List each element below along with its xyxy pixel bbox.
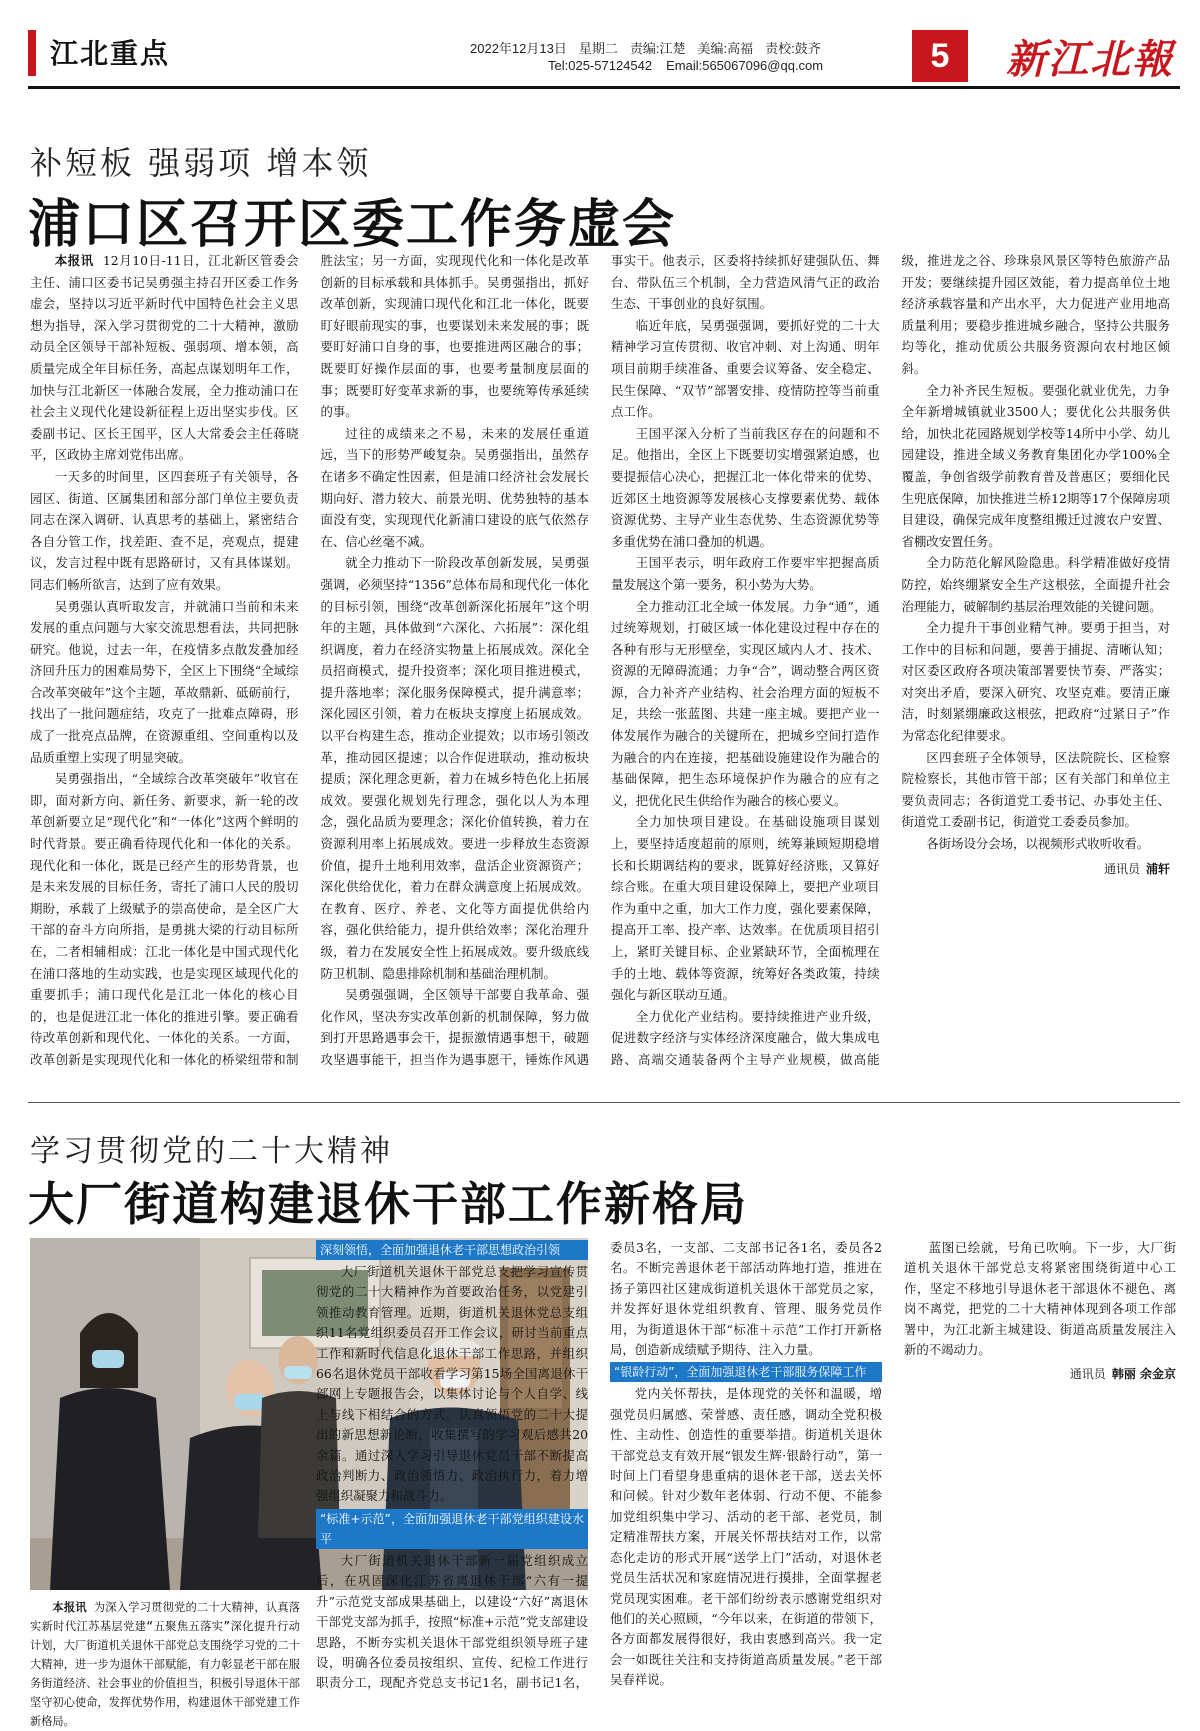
article1-paragraph: 全力补齐民生短板。要强化就业优先，力争全年新增城镇就业3500人；要优化公共服务供给，加快北花园路规划学校等14所中小学、幼儿园建设，推进全域义务教育集团化办学100%全覆盖，争创省级学前教育普及普惠区；要细化民生兜底保障，加快推进兰桥12期等17个保障房项目建设，确保完成年度整组搬迁过渡农户安置、省棚改安置任务。 xyxy=(901,382,1170,549)
newspaper-logo: 新江北報 xyxy=(1006,36,1174,83)
article2-headline: 大厂街道构建退休干部工作新格局 xyxy=(28,1177,748,1231)
article1-paragraph: 全力防范化解风险隐患。科学精准做好疫情防控，始终绷紧安全生产这根弦，全面提升社会治理能力，破解制约基层治理效能的关键问题。 xyxy=(901,555,1170,614)
masthead-rule xyxy=(28,86,1180,89)
section-marker xyxy=(28,30,36,76)
weekday: 星期二 xyxy=(578,41,618,56)
contact-info xyxy=(548,58,837,73)
article1-body xyxy=(30,250,1170,1088)
article2-paragraph: 蓝图已绘就，号角已吹响。下一步，大厂街道机关退休干部党总支将紧密围绕街道中心工作，坚定不移地引导退休老干部退休不褪色、离岗不离党，把党的二十大精神体现到各项工作部署中，为江北新主城建设、街道高质量发展注入新的不竭动力。 xyxy=(904,1240,1176,1358)
article1-paragraph: 吴勇强认真听取发言，并就浦口当前和未来发展的重点问题与大家交流思想看法，共同把脉研究。他说，过去一年，在疫情多点散发叠加经济回升压力的困难局势下，全区上下围绕“全域综合改革突破年”这个主题，革故鼎新、砥砺前行，找出了一批问题症结，攻克了一批难点障碍，形成了一批亮点品牌，在资源重组、空间重构以及品质重塑上实现了明显突破。 xyxy=(30,598,299,765)
section-name: 江北重点 xyxy=(50,37,171,70)
article2-paragraph: 党内关怀帮扶，是体现党的关怀和温暖，增强党员归属感、荣誉感、责任感，调动全党积极性、主动性、创造性的重要举措。街道机关退休干部党总支有效开展“银发生辉·银龄行动”，第一时间上门看望身患重病的退休老干部，送去关怀和问候。针对少数年老体弱、行动不便、不能参加党组织集中学习、活动的老干部、老党员，制定精准帮扶方案，开展关怀帮扶结对工作，以常态化走访的形式开展“送学上门”活动，对退休老党员生活状况和家庭情况进行摸排，全面掌握老党员现实困难。老干部们纷纷表示感谢党组织对他们的关心照顾，“今年以来，在街道的带领下，各方面都发展得很好，我由衷感到高兴。我一定会一如既往关注和支持街道高质量发展。”老干部吴春祥说。 xyxy=(610,1386,882,1688)
phone: Tel:025-57124542 xyxy=(548,58,653,73)
article2-body xyxy=(316,1238,1176,1710)
email: Email:565067096@qq.com xyxy=(666,58,824,73)
lead-tag: 本报讯 xyxy=(54,253,94,268)
article2-intro xyxy=(30,1598,300,1728)
article2-paragraph: 本报讯 为深入学习贯彻党的二十大精神，认真落实新时代江苏基层党建“五聚焦五落实”深化提升行动计划，大厂街道机关退休干部党总支围绕学习党的二十大精神，进一步为退休干部赋能，有力彰显老干部在服务街道经济、社会事业的价值担当，积极引导退休干部坚守初心使命，发挥优势作用，构建退休干部党建工作新格局。 xyxy=(30,1601,300,1728)
edition-info xyxy=(470,38,833,57)
article1-paragraph: 全力优化产业结构。要持续推进产业升级，促进数字经济与实体经济深度融合，做大集成电路、高端交通装备两个主导产业规模，做高能级，推进龙之谷、珍珠泉风景区等特色旅游产品开发；要继续提升园区效能，着力提高单位土地经济承载容量和产出水平，大力促进产业用地高质量利用；要稳步推进城乡融合，坚持公共服务均等化，推动优质公共服务资源向农村地区倾斜。 xyxy=(611,253,1170,1067)
article1-paragraph: 本报讯 12月10日-11日，江北新区管委会主任、浦口区委书记吴勇强主持召开区委工作务虚会，坚持以习近平新时代中国特色社会主义思想为指导，深入学习贯彻党的二十大精神，激励动员全区领导干部补短板、强弱项、增本领，高质量完成全年目标任务，高起点谋划明年工作，加快与江北新区一体融合发展，全力推动浦口在社会主义现代化建设新征程上迈出坚实步伐。区委副书记、区长王国平，区人大常委会主任蒋晓平，区政协主席刘党伟出席。 xyxy=(30,253,299,463)
article1-headline: 浦口区召开区委工作务虚会 xyxy=(28,195,677,255)
editor-credit: 责编:江楚 xyxy=(629,41,686,56)
article-divider xyxy=(28,1102,1180,1103)
article1-byline: 通讯员 浦轩 xyxy=(1103,861,1170,876)
author-name: 浦轩 xyxy=(1145,861,1170,876)
issue-date: 2022年12月13日 xyxy=(470,41,567,56)
article2-byline: 通讯员 韩丽 余金京 xyxy=(1069,1367,1176,1382)
article1-paragraph: 王国平深入分析了当前我区存在的问题和不足。他指出，全区上下既要切实增强紧迫感，也要提振信心决心，把握江北一体化带来的优势、近郊区土地资源等发展核心支撑要素优势、载体资源优势、主导产业生态优势、生态资源优势等多重优势在浦口叠加的机遇。 xyxy=(611,425,880,549)
article1-paragraph: 各街场设分会场，以视频形式收听收看。 xyxy=(926,836,1150,852)
lead-tag: 本报讯 xyxy=(52,1601,87,1614)
article2-paragraph: 大厂街道机关退休干部新一届党组织成立后，在巩固深化江苏省离退休干部“六有一提升”示范党支部成果基础上，以建设“六好”离退休干部党支部为抓手，按照“标准+示范”党支部建设思路，不断夯实机关退休干部党组织领导班子建设，明确各位委员按组织、宣传、纪检工作进行职责分工，现配齐党总支书记1名，副书记1名，委员3名，一支部、二支部书记各1名，委员各2名。不断完善退休老干部活动阵地打造，推进在扬子第四社区建成街道机关退休干部党员之家，并发挥好退休党组织教育、管理、服务党员作用，为街道退休干部“标准＋示范”工作打开新格局，创造新成绩赋予期待、注入力量。 xyxy=(316,1240,882,1691)
author-names: 韩丽 余金京 xyxy=(1111,1367,1176,1382)
subheading-ideology: 深刻领悟，全面加强退休老干部思想政治引领 xyxy=(316,1240,588,1260)
article1-paragraph: 全力推动江北全域一体发展。力争“通”，通过统筹规划，打破区域一体化建设过程中存在的各种有形与无形壁垒，实现区域内人才、技术、资源的无障碍流通；力争“合”，调动整合两区资源，合力补齐产业结构、社会治理方面的短板不足，共绘一张蓝图、共建一座主城。要把产业一体发展作为融合的关键所在，把城乡空间打造作为融合的内在连接，把基础设施建设作为融合的基础保障，把生态环境保护作为融合的应有之义，把优化民生供给作为融合的核心要义。 xyxy=(611,598,880,808)
article1-paragraph: 吴勇强指出，“全域综合改革突破年”收官在即，面对新方向、新任务、新要求，新一轮的改革创新要立足“现代化”和“一体化”这两个鲜明的时代背景。要正确看待现代化和一体化的关系。现代化和一体化，既是已经产生的形势背景，也是未来发展的目标任务，寄托了浦口人民的殷切期盼，承载了上级赋予的崇高使命，是全区广大干部的奋斗方向所指，是勇挑大梁的行动目标所在，二者相辅相成：江北一体化是中国式现代化在浦口落地的生动实践，也是实现区域现代化的重要抓手；浦口现代化是江北一体化的核心目的，也是促进江北一体化的推进引擎。要正确看待改革创新和现代化、一体化的关系。一方面，改革创新是实现现代化和一体化的桥梁纽带和制胜法宝；另一方面，实现现代化和一体化是改革创新的目标承载和具体抓手。吴勇强指出，抓好改革创新，实现浦口现代化和江北一体化，既要盯好眼前现实的事，也要谋划未来发展的事；既要盯好浦口自身的事，也要推进两区融合的事；既要盯好操作层面的事，也要考量制度层面的事；既要盯好变革求新的事，也要统筹传承延续的事。 xyxy=(30,253,589,1067)
article1-paragraph: 就全力推动下一阶段改革创新发展，吴勇强强调，必须坚持“1356”总体布局和现代化一体化的目标引领，围绕“改革创新深化拓展年”这个明年的主题，具体做到“六深化、六拓展”：深化组织调度，着力在经济实物量上拓展成效。深化全员招商模式，提升投资率；深化项目推进模式，提升落地率；深化服务保障模式，提升满意率；深化园区引领，着力在板块支撑度上拓展成效。以平台构建生态，推动企业提效；以市场引领改革，推动园区提速；以合作促进联动，推动板块提质；深化理念更新，着力在城乡特色化上拓展成效。要强化规划先行理念，强化以人为本理念，强化品质为要理念；深化价值转换，着力在资源利用率上拓展成效。要进一步释放生态资源价值，提升土地利用效率，盘活企业资源资产；深化供给优化，着力在群众满意度上拓展成效。在教育、医疗、养老、文化等方面提优供给内容，强化供给能力，提升供给效率；深化治理升级，着力在发展安全性上拓展成效。要升级底线防卫机制、隐患排除机制和基础治理机制。 xyxy=(320,555,589,981)
article1-paragraph: 过往的成绩来之不易，未来的发展任重道远，当下的形势严峻复杂。吴勇强指出，虽然存在诸多不确定性因素，但是浦口经济社会发展长期向好、潜力较大、前景光明、优势独特的基本面没有变，实现现代化新浦口建设的底气依然存在、信心丝毫不减。 xyxy=(320,425,589,549)
proofreader-credit: 责校:鼓齐 xyxy=(765,41,821,56)
article1-paragraph: 一天多的时间里，区四套班子有关领导，各园区、街道、区属集团和部分部门单位主要负责同志在深入调研、认真思考的基础上，紧密结合各自分管工作，找差距、查不足，亮观点，提建议，发言过程中既有思路研讨，又有具体谋划。同志们畅所欲言，达到了应有效果。 xyxy=(30,468,299,592)
designer-credit: 美编:高福 xyxy=(697,41,754,56)
article2-subtitle: 学习贯彻党的二十大精神 xyxy=(30,1134,393,1169)
article1-paragraph: 区四套班子全体领导，区法院院长、区检察院检察长，其他市管干部；区有关部门和单位主要负责同志；各街道党工委书记、办事处主任、街道党工委副书记，街道党工委委员参加。 xyxy=(901,749,1170,830)
subheading-silver-age-action: “银龄行动”，全面加强退休老干部服务保障工作 xyxy=(610,1362,882,1382)
article1-paragraph: 临近年底，吴勇强强调，要抓好党的二十大精神学习宣传贯彻、收官冲刺、对上沟通、明年项目前期手续准备、重要会议筹备、安全稳定、民生保障、“双节”部署安排、疫情防控等当前重点工作。 xyxy=(611,317,880,420)
article1-subtitle: 补短板 强弱项 增本领 xyxy=(30,144,372,182)
page-number: 5 xyxy=(912,30,968,82)
subheading-party-building: “标准+示范”，全面加强退休老干部党组织建设水平 xyxy=(316,1509,588,1549)
article1-paragraph: 全力加快项目建设。在基础设施项目谋划上，要坚持适度超前的原则，统筹兼顾短期稳增长和长期调结构的要求，既算好经济账，又算好综合账。在重大项目建设保障上，要把产业项目作为重中之重，加大工作力度，强化要素保障，提高开工率、投产率、达效率。在优质项目招引上，紧盯关键目标、企业紧缺环节，全面梳理在手的土地、载体等资源，统筹好各类政策，持续强化与新区联动互通。 xyxy=(611,814,880,1003)
article1-paragraph: 王国平表示，明年政府工作要牢牢把握高质量发展这个第一要务，积小势为大势。 xyxy=(611,555,880,592)
article1-paragraph: 吴勇强强调，全区领导干部要自我革命、强化作风，坚决夯实改革创新的机制保障，努力做到打开思路遇事会干，提振激情遇事想干，破题攻坚遇事能干，担当作为遇事愿干，锤炼作风遇事实干。他表示，区委将持续抓好建强队伍、舞台、带队伍三个机制，全力营造风清气正的政治生态、干事创业的良好氛围。 xyxy=(320,253,880,1067)
masthead xyxy=(0,0,1200,104)
article2-paragraph: 大厂街道机关退休干部党总支把学习宣传贯彻党的二十大精神作为首要政治任务，以党建引领推动教育管理。近期，街道机关退休党总支组织11名党组织委员召开工作会议，研讨当前重点工作和新时代信息化退休干部工作思路，并组织66名退休党员干部收看学习第15场全国离退休干部网上专题报告会，以集体讨论与个人自学、线上与线下相结合的方式，认真领悟党的二十大提出的新思想新论断，收集撰写的学习观后感共20余篇。通过深入学习引导退休党员干部不断提高政治判断力、政治领悟力、政治执行力，着力增强组织凝聚力和战斗力。 xyxy=(316,1264,588,1504)
article1-paragraph: 全力提升干事创业精气神。要勇于担当，对工作中的目标和问题，要善于捕捉、清晰认知；对区委区政府各项决策部署要快节奏、严落实；对突出矛盾，要深入研究、攻坚克难。要清正廉洁，时刻紧绷廉政这根弦，把政府“过紧日子”作为常态化纪律要求。 xyxy=(901,620,1170,744)
